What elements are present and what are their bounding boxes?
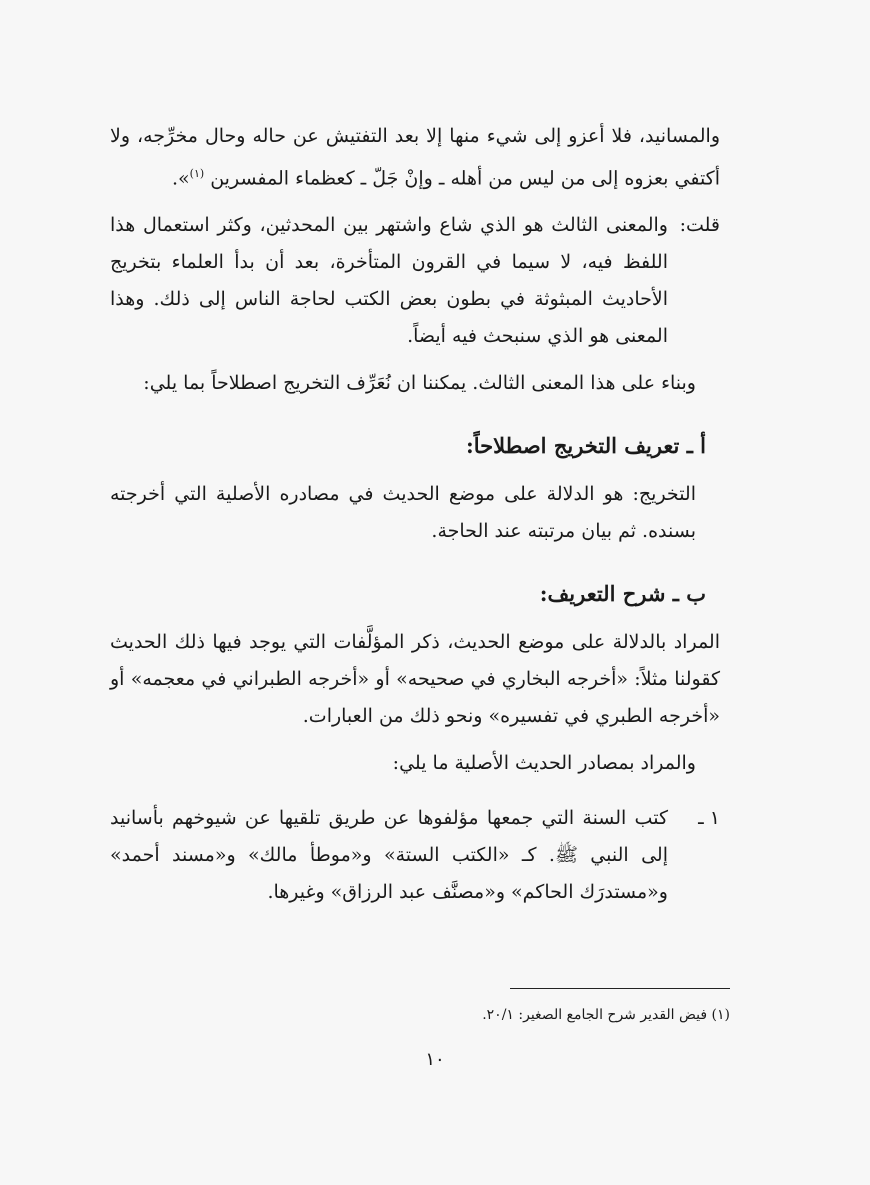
murad-paragraph: المراد بالدلالة على موضع الحديث، ذكر المؤلَّفات التي يوجد فيها ذلك الحديث كقولنا مثلاً: «أخرجه البخاري في صحيحه» أو «أخرجه الطبراني في معجمه» أو «أخرجه الطبري في تفسيره» ونحو ذلك من العبارات. [110,631,720,728]
page-number: ١٠ [425,1049,445,1070]
footnote: (١) فيض القدير شرح الجامع الصغير: ٢٠/١. [482,1007,730,1023]
sources-intro: والمراد بمصادر الحديث الأصلية ما يلي: [392,752,696,775]
qult-paragraph [110,207,720,355]
intro-quote [110,118,720,197]
footnote-reference[interactable]: (١) [189,167,205,180]
qult-text: والمعنى الثالث هو الذي شاع واشتهر بين المحدثين، وكثر استعمال هذا اللفظ فيه، لا سيما في القرون المتأخرة، بعد أن بدأ العلماء بتخريج الأحاديث المبثوثة في بطون بعض الكتب لحاجة الناس إلى ذلك. وهذا المعنى هو الذي سنبحث فيه أيضاً. [110,214,668,348]
wabina-paragraph: وبناء على هذا المعنى الثالث. يمكننا ان نُعَرِّف التخريج اصطلاحاً بما يلي: [143,372,696,395]
list-item-text: كتب السنة التي جمعها مؤلفوها عن طريق تلقيها عن شيوخهم بأسانيد إلى النبي ﷺ. كـ «الكتب الستة» و«موطأ مالك» و«مسند أحمد» و«مستدرَك الحاكم» و«مصنَّف عبد الرزاق» وغيرها. [110,807,668,904]
footnote-divider [510,988,730,989]
intro-quote-ending: ». [171,167,190,190]
intro-quote-text: والمسانيد، فلا أعزو إلى شيء منها إلا بعد التفتيش عن حاله وحال مخرِّجه، ولا أكتفي بعزوه إلى من ليس من أهله ـ وإنْ جَلّ ـ كعظماء المفسرين [110,125,720,190]
qult-lead: قلت: [679,214,720,237]
list-item-number: ١ ـ [698,807,720,830]
definition-paragraph: التخريج: هو الدلالة على موضع الحديث في مصادره الأصلية التي أخرجته بسنده. ثم بيان مرتبته عند الحاجة. [110,483,696,543]
page-body [110,118,720,911]
heading-explanation: ب ـ شرح التعريف: [539,581,706,607]
list-item [110,800,720,911]
heading-definition: أ ـ تعريف التخريج اصطلاحاً: [465,433,706,459]
